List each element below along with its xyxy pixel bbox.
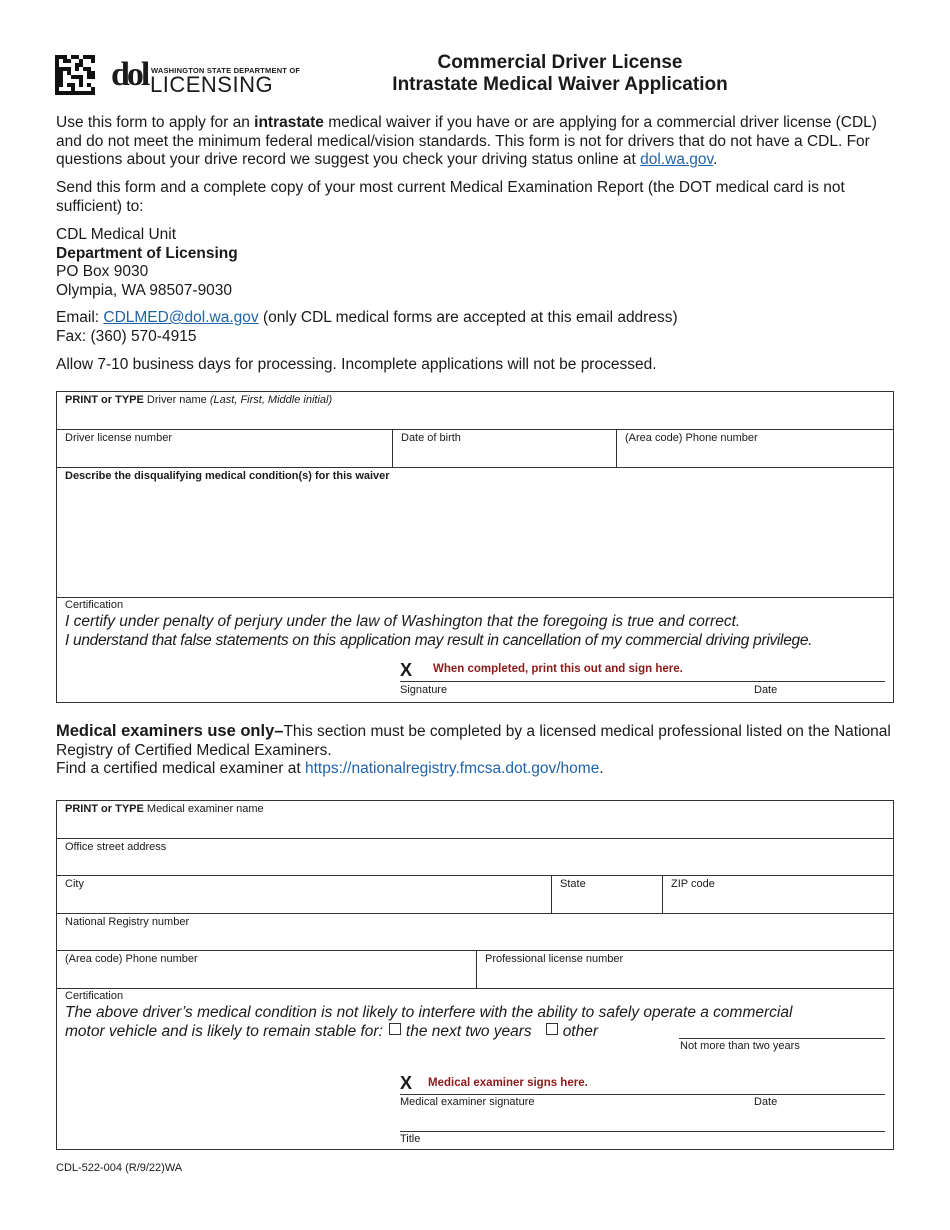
send-instructions: Send this form and a complete copy of your most current Medical Examination Report (the DOT medical card is not sufficient) to: [56,179,845,215]
other-duration-hint: Not more than two years [680,1040,800,1052]
other-checkbox[interactable] [546,1023,558,1035]
form-id: CDL-522-004 (R/9/22)WA [56,1162,183,1174]
driver-certification-line-2: I understand that false statements on this application may result in cancellation of my commercial driving privilege. [65,632,813,649]
examiner-sign-here-instruction: Medical examiner signs here. [428,1077,588,1089]
date-of-birth-label: Date of birth [401,432,461,444]
medical-condition-field[interactable] [57,468,893,598]
professional-license-label: Professional license number [485,953,624,965]
registry-number-field[interactable] [57,914,893,951]
examiner-phone-license-row [57,951,893,989]
examiner-signature-label: Medical examiner signature [400,1096,535,1108]
examiner-date-label: Date [754,1096,778,1108]
find-examiner-end: . [599,760,604,777]
address-unit: CDL Medical Unit [56,226,177,243]
address-department: Department of Licensing [56,244,238,262]
driver-form-section [56,391,894,703]
two-years-checkbox[interactable] [389,1023,401,1035]
title-line[interactable] [400,1131,885,1132]
address-city: Olympia, WA 98507-9030 [56,281,233,299]
examiner-certification-label: Certification [65,990,124,1002]
professional-license-field[interactable] [477,951,893,988]
signature-date-label: Date [754,684,778,696]
intro-text: Use this form to apply for an [56,114,255,131]
intro-bold: intrastate [254,114,324,131]
other-option-label: other [562,1023,599,1040]
other-duration-line[interactable] [679,1038,885,1039]
national-registry-link[interactable]: https://nationalregistry.fmcsa.dot.gov/home [304,760,600,777]
driver-certification-label: Certification [65,599,124,611]
intro-end: . [713,151,718,168]
mailing-address [56,226,896,300]
email-note: (only CDL medical forms are accepted at this email address) [258,309,678,326]
examiner-phone-field[interactable] [57,951,476,988]
driver-phone-label: (Area code) Phone number [625,432,758,444]
dol-logo-mark-icon: dol [111,56,148,93]
dol-website-link[interactable]: dol.wa.gov [640,151,714,168]
email-link[interactable]: CDLMED@dol.wa.gov [103,309,259,326]
contact-info [56,309,896,346]
dol-logo [111,56,341,97]
driver-license-number-label: Driver license number [65,432,172,444]
zip-code-label: ZIP code [671,878,715,890]
find-examiner-text: Find a certified medical examiner at [56,760,305,777]
examiner-certification-line-2: motor vehicle and is likely to remain stable for: [65,1023,383,1040]
fax-number: Fax: (360) 570-4915 [56,327,197,345]
driver-license-number-field[interactable] [57,430,392,467]
examiner-certification-line-1: The above driver’s medical condition is not likely to interfere with the ability to safely operate a commercial [65,1004,793,1021]
state-field[interactable] [552,876,662,913]
office-address-label: Office street address [65,841,167,853]
driver-certification-line-1: I certify under penalty of perjury under the law of Washington that the foregoing is true and correct. [65,613,741,630]
driver-name-hint: (Last, First, Middle initial) [209,394,333,406]
city-label: City [65,878,84,890]
title-line-2: Intrastate Medical Waiver Application [392,74,728,95]
examiner-name-field[interactable] [57,801,893,839]
signature-label: Signature [400,684,448,696]
city-state-zip-row [57,876,893,914]
title-label: Title [400,1133,421,1145]
examiner-print-type-label: PRINT or TYPE [65,803,144,815]
address-po-box: PO Box 9030 [56,263,149,280]
zip-code-field[interactable] [663,876,893,913]
registry-number-label: National Registry number [65,916,190,928]
driver-name-field[interactable] [57,392,893,430]
page-title [315,52,805,96]
examiner-certification [57,989,893,1149]
driver-certification [57,598,893,702]
two-years-option-label: the next two years [405,1023,532,1040]
examiner-intro-text: This section must be completed by a licensed medical professional listed on the National Registry of Certified Medical Examiners. [56,723,891,759]
examiner-intro [56,722,896,779]
examiner-signature-x-mark: X [400,1073,413,1093]
city-field[interactable] [57,876,551,913]
logo-department-text: WASHINGTON STATE DEPARTMENT OF [151,66,301,75]
print-type-label: PRINT or TYPE [65,394,144,406]
title-line-1: Commercial Driver License [437,52,683,73]
examiner-name-label: Medical examiner name [143,803,264,815]
driver-info-row [57,430,893,468]
examiner-use-only-heading: Medical examiners use only– [56,722,284,740]
state-label: State [560,878,586,890]
intro-paragraph [56,114,896,170]
driver-phone-field[interactable] [617,430,893,467]
intro-text-2: medical waiver if you have or are applying for a commercial driver license (CDL) and do not meet the minimum federal medical/vision standards. This form is not for drivers that do not have a CDL. For questions about your drive record we suggest you check your driving status online at [56,114,877,168]
logo-licensing-text: LICENSING [150,72,274,97]
driver-name-label: Driver name [143,394,210,406]
page-header [55,52,895,100]
medical-condition-label: Describe the disqualifying medical condition(s) for this waiver [65,470,390,482]
driver-signature-line[interactable] [400,681,885,682]
date-of-birth-field[interactable] [393,430,616,467]
examiner-signature-line[interactable] [400,1094,885,1095]
signature-x-mark: X [400,660,413,680]
processing-note: Allow 7-10 business days for processing. Incomplete applications will not be processed. [56,356,657,373]
office-address-field[interactable] [57,839,893,876]
examiner-form-section [56,800,894,1150]
qr-code-icon [55,55,95,95]
sign-here-instruction: When completed, print this out and sign here. [433,663,683,675]
examiner-phone-label: (Area code) Phone number [65,953,198,965]
email-label: Email: [56,309,104,326]
